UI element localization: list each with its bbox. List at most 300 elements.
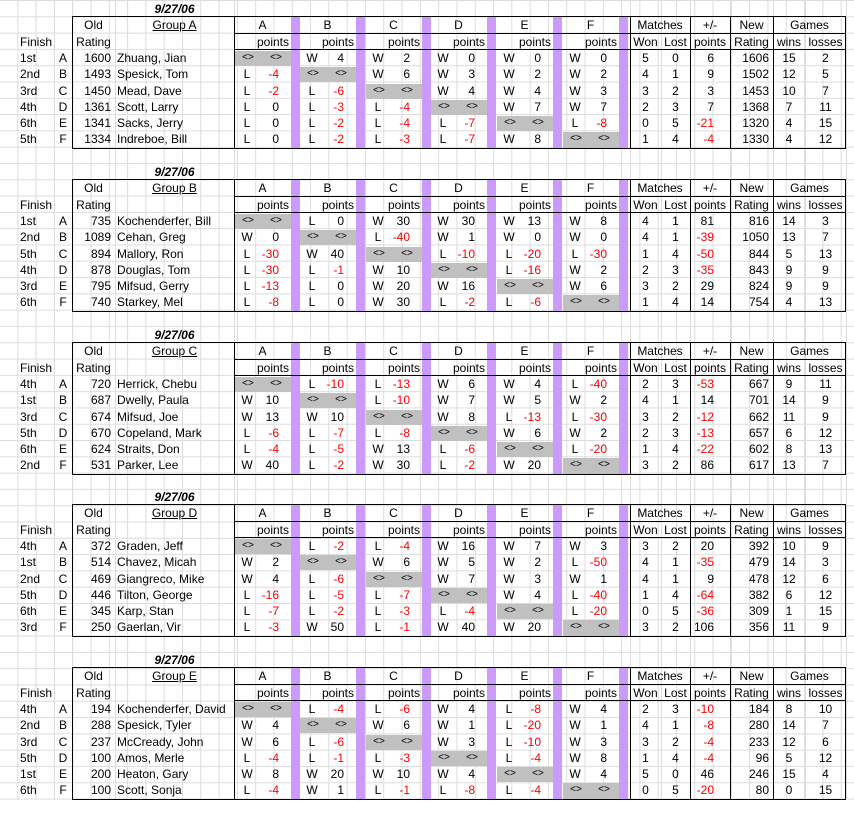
column-rule bbox=[234, 667, 235, 799]
match-result: W bbox=[503, 587, 515, 602]
new-rating: 844 bbox=[748, 246, 769, 261]
games-losses: 6 bbox=[822, 734, 829, 749]
match-result: L bbox=[374, 132, 382, 147]
match-result: W bbox=[503, 393, 515, 408]
match-result: W bbox=[503, 213, 515, 228]
points-header: points bbox=[518, 522, 551, 537]
column-separator bbox=[553, 16, 562, 147]
match-points: -30 bbox=[589, 246, 607, 261]
games-wins: 8 bbox=[785, 701, 793, 716]
match-points: -10 bbox=[457, 246, 475, 261]
match-points: -1 bbox=[333, 750, 344, 765]
games-losses: 5 bbox=[822, 67, 829, 82]
losses-header: losses bbox=[808, 197, 843, 212]
new-rating: 1606 bbox=[742, 50, 769, 65]
games-losses: 9 bbox=[822, 279, 829, 294]
match-points: 20 bbox=[527, 458, 541, 473]
match-points: 4 bbox=[468, 701, 475, 716]
match-points: 20 bbox=[396, 279, 410, 294]
rating-change: 29 bbox=[700, 279, 714, 294]
match-points: 4 bbox=[468, 83, 475, 98]
self-marker-right: <> bbox=[598, 459, 610, 471]
rating-header: Rating bbox=[76, 360, 111, 375]
match-points: 1 bbox=[468, 718, 475, 733]
match-points: -8 bbox=[464, 783, 475, 798]
match-result: W bbox=[503, 50, 515, 65]
match-points: -4 bbox=[399, 116, 410, 131]
player-letter: D bbox=[58, 99, 68, 114]
new-rating: 701 bbox=[748, 393, 769, 408]
match-points: 40 bbox=[461, 620, 475, 635]
games-losses: 15 bbox=[818, 783, 833, 798]
finish-cell: 5th bbox=[20, 750, 37, 765]
player-name: Mifsud, Joe bbox=[117, 409, 179, 424]
header-rule bbox=[234, 537, 630, 538]
group-table bbox=[0, 163, 854, 326]
header-rule bbox=[234, 359, 630, 360]
matches-won: 4 bbox=[642, 718, 649, 733]
match-result: L bbox=[308, 604, 316, 619]
match-result: L bbox=[308, 701, 316, 716]
match-result: W bbox=[437, 393, 449, 408]
old-rating-cell: 795 bbox=[90, 279, 111, 294]
finish-header: Finish bbox=[20, 34, 53, 49]
match-result: W bbox=[569, 767, 581, 782]
new-header: New bbox=[739, 669, 764, 684]
points-header: points bbox=[518, 685, 551, 700]
self-marker-right: <> bbox=[532, 768, 544, 780]
player-letter: F bbox=[59, 295, 67, 310]
points-header: points bbox=[584, 522, 617, 537]
match-result: W bbox=[241, 409, 253, 424]
finish-cell: 5th bbox=[20, 587, 37, 602]
finish-cell: 1st bbox=[20, 213, 37, 228]
points-header: points bbox=[387, 197, 420, 212]
match-points: 4 bbox=[600, 767, 607, 782]
match-result: L bbox=[308, 83, 316, 98]
match-result: W bbox=[241, 555, 253, 570]
group-table bbox=[0, 326, 854, 489]
match-result: L bbox=[374, 393, 382, 408]
self-marker-right: <> bbox=[335, 719, 347, 731]
match-result: L bbox=[505, 262, 513, 277]
points-header: points bbox=[518, 197, 551, 212]
match-result: L bbox=[505, 718, 513, 733]
points-header: points bbox=[452, 685, 485, 700]
points-header: points bbox=[321, 360, 354, 375]
matches-won: 3 bbox=[642, 409, 649, 424]
old-rating-cell: 720 bbox=[90, 376, 111, 391]
group-title: Group B bbox=[152, 181, 197, 196]
match-result: L bbox=[505, 750, 513, 765]
match-points: -8 bbox=[596, 116, 607, 131]
player-name: Douglas, Tom bbox=[117, 262, 191, 277]
finish-cell: 2nd bbox=[20, 718, 41, 733]
match-result: W bbox=[437, 701, 449, 716]
match-points: 3 bbox=[468, 67, 475, 82]
games-losses: 12 bbox=[818, 587, 833, 602]
player-name: Kochenderfer, Bill bbox=[117, 213, 212, 228]
rating-change: -13 bbox=[696, 425, 714, 440]
plusminus-points-header: points bbox=[693, 360, 727, 375]
match-result: L bbox=[505, 734, 513, 749]
games-header: Games bbox=[790, 506, 829, 521]
match-result: W bbox=[503, 538, 515, 553]
lost-header: Lost bbox=[664, 197, 687, 212]
games-wins: 7 bbox=[785, 99, 793, 114]
header-rule bbox=[630, 684, 846, 685]
games-losses: 10 bbox=[818, 701, 833, 716]
self-marker-right: <> bbox=[401, 247, 413, 259]
points-header: points bbox=[256, 197, 289, 212]
finish-cell: 1st bbox=[20, 767, 37, 782]
opponent-header: F bbox=[586, 181, 595, 196]
points-header: points bbox=[387, 685, 420, 700]
games-wins: 11 bbox=[782, 620, 796, 635]
matches-won: 4 bbox=[642, 571, 649, 586]
match-result: W bbox=[372, 50, 384, 65]
match-points: -10 bbox=[326, 376, 344, 391]
match-points: -3 bbox=[399, 750, 410, 765]
match-result: L bbox=[243, 295, 251, 310]
header-rule bbox=[234, 212, 630, 213]
self-marker-left: <> bbox=[242, 539, 254, 551]
finish-cell: 3rd bbox=[20, 279, 38, 294]
new-rating: 1368 bbox=[742, 99, 769, 114]
column-separator bbox=[619, 16, 628, 147]
match-result: W bbox=[569, 750, 581, 765]
won-header: Won bbox=[633, 360, 658, 375]
match-result: L bbox=[374, 701, 382, 716]
new-rating: 246 bbox=[748, 767, 769, 782]
match-result: W bbox=[437, 718, 449, 733]
match-result: W bbox=[503, 376, 515, 391]
player-name: Cehan, Greg bbox=[117, 230, 186, 245]
player-name: Mallory, Ron bbox=[117, 246, 184, 261]
self-marker-right: <> bbox=[466, 100, 478, 112]
new-rating-header: Rating bbox=[734, 685, 769, 700]
old-rating-cell: 1493 bbox=[84, 67, 111, 82]
player-name: Giangreco, Mike bbox=[117, 571, 205, 586]
player-letter: A bbox=[58, 376, 67, 391]
plusminus-points-header: points bbox=[693, 34, 727, 49]
column-rule bbox=[730, 342, 731, 474]
match-result: W bbox=[569, 99, 581, 114]
match-points: 16 bbox=[461, 279, 475, 294]
match-points: 2 bbox=[534, 555, 541, 570]
finish-cell: 3rd bbox=[20, 734, 38, 749]
match-result: L bbox=[243, 604, 251, 619]
match-points: 0 bbox=[337, 213, 344, 228]
column-separator bbox=[553, 504, 562, 635]
matches-header: Matches bbox=[637, 18, 683, 33]
player-letter: F bbox=[59, 458, 67, 473]
header-rule bbox=[234, 700, 630, 701]
matches-won: 3 bbox=[642, 538, 649, 553]
match-result: W bbox=[372, 295, 384, 310]
matches-won: 4 bbox=[642, 230, 649, 245]
finish-cell: 4th bbox=[20, 99, 37, 114]
column-separator bbox=[553, 179, 562, 310]
match-result: W bbox=[241, 718, 253, 733]
rating-header: Rating bbox=[76, 522, 111, 537]
match-points: -13 bbox=[392, 376, 410, 391]
match-result: W bbox=[437, 83, 449, 98]
matches-won: 3 bbox=[642, 83, 649, 98]
match-points: 30 bbox=[396, 213, 410, 228]
games-losses: 9 bbox=[822, 262, 829, 277]
matches-header: Matches bbox=[637, 506, 683, 521]
self-marker-right: <> bbox=[598, 621, 610, 633]
match-points: 0 bbox=[600, 50, 607, 65]
match-points: 0 bbox=[468, 50, 475, 65]
opponent-header: F bbox=[586, 669, 595, 684]
match-result: W bbox=[306, 246, 318, 261]
group-title: Group D bbox=[151, 506, 198, 521]
self-marker-left: <> bbox=[570, 133, 582, 145]
match-result: L bbox=[571, 409, 579, 424]
rating-header: Rating bbox=[76, 34, 111, 49]
games-losses: 9 bbox=[822, 538, 829, 553]
match-points: -5 bbox=[333, 587, 344, 602]
match-points: -40 bbox=[392, 230, 410, 245]
plusminus-header: +/- bbox=[702, 181, 718, 196]
old-rating-cell: 531 bbox=[90, 458, 111, 473]
games-wins: 0 bbox=[785, 783, 793, 798]
match-points: -3 bbox=[268, 620, 279, 635]
new-rating: 382 bbox=[748, 587, 769, 602]
self-marker-left: <> bbox=[307, 231, 319, 243]
match-points: 0 bbox=[600, 230, 607, 245]
player-name: Heaton, Gary bbox=[117, 767, 189, 782]
rating-change: -22 bbox=[696, 442, 714, 457]
match-result: L bbox=[571, 116, 579, 131]
player-name: Starkey, Mel bbox=[117, 295, 183, 310]
opponent-header: A bbox=[258, 506, 267, 521]
rating-change: -10 bbox=[696, 701, 714, 716]
match-points: -2 bbox=[464, 295, 475, 310]
opponent-header: D bbox=[454, 181, 463, 196]
player-letter: C bbox=[58, 571, 68, 586]
points-header: points bbox=[584, 360, 617, 375]
lost-header: Lost bbox=[664, 685, 687, 700]
games-losses: 7 bbox=[822, 718, 829, 733]
match-points: -4 bbox=[399, 538, 410, 553]
column-separator bbox=[356, 179, 365, 310]
match-result: W bbox=[569, 393, 581, 408]
self-marker-left: <> bbox=[438, 588, 450, 600]
match-points: -7 bbox=[464, 132, 475, 147]
matches-lost: 1 bbox=[672, 230, 679, 245]
games-header: Games bbox=[790, 18, 829, 33]
match-points: -4 bbox=[268, 783, 279, 798]
match-points: -16 bbox=[523, 262, 541, 277]
match-result: L bbox=[439, 246, 447, 261]
games-wins: 4 bbox=[785, 295, 793, 310]
player-letter: B bbox=[58, 718, 67, 733]
match-result: L bbox=[374, 604, 382, 619]
match-points: -30 bbox=[261, 262, 279, 277]
rating-header: Rating bbox=[76, 685, 111, 700]
match-result: W bbox=[306, 620, 318, 635]
match-points: 30 bbox=[396, 458, 410, 473]
rating-change: -21 bbox=[696, 116, 714, 131]
match-result: W bbox=[569, 718, 581, 733]
column-rule bbox=[234, 342, 235, 474]
matches-lost: 3 bbox=[672, 99, 679, 114]
match-points: 2 bbox=[534, 67, 541, 82]
self-marker-right: <> bbox=[335, 394, 347, 406]
match-points: 6 bbox=[600, 279, 607, 294]
column-rule bbox=[730, 667, 731, 799]
self-marker-left: <> bbox=[504, 443, 516, 455]
player-name: Gaerlan, Vir bbox=[117, 620, 181, 635]
column-separator bbox=[356, 504, 365, 635]
won-header: Won bbox=[633, 34, 658, 49]
wins-header: wins bbox=[776, 685, 801, 700]
new-header: New bbox=[739, 344, 764, 359]
match-result: L bbox=[243, 783, 251, 798]
points-header: points bbox=[452, 522, 485, 537]
games-losses: 4 bbox=[822, 767, 829, 782]
points-header: points bbox=[584, 34, 617, 49]
player-letter: C bbox=[58, 246, 68, 261]
old-rating-cell: 1089 bbox=[84, 230, 111, 245]
match-points: 0 bbox=[534, 230, 541, 245]
match-result: W bbox=[437, 50, 449, 65]
games-losses: 9 bbox=[822, 393, 829, 408]
matches-won: 3 bbox=[642, 620, 649, 635]
finish-cell: 6th bbox=[20, 604, 37, 619]
match-points: -4 bbox=[268, 750, 279, 765]
rating-change: -39 bbox=[696, 230, 714, 245]
match-result: L bbox=[571, 376, 579, 391]
self-marker-left: <> bbox=[504, 280, 516, 292]
match-result: L bbox=[505, 295, 513, 310]
self-marker-right: <> bbox=[270, 214, 282, 226]
match-points: -8 bbox=[530, 701, 541, 716]
rating-change: 46 bbox=[700, 767, 714, 782]
new-rating: 478 bbox=[748, 571, 769, 586]
finish-cell: 4th bbox=[20, 376, 37, 391]
plusminus-header: +/- bbox=[702, 344, 718, 359]
match-points: -20 bbox=[589, 604, 607, 619]
self-marker-left: <> bbox=[570, 459, 582, 471]
match-result: L bbox=[243, 750, 251, 765]
opponent-header: D bbox=[454, 344, 463, 359]
points-header: points bbox=[584, 197, 617, 212]
rating-change: 86 bbox=[700, 458, 714, 473]
new-rating: 657 bbox=[748, 425, 769, 440]
match-points: 4 bbox=[600, 701, 607, 716]
match-points: -30 bbox=[261, 246, 279, 261]
matches-lost: 2 bbox=[672, 279, 679, 294]
games-losses: 9 bbox=[822, 620, 829, 635]
points-header: points bbox=[518, 360, 551, 375]
column-rule bbox=[690, 504, 691, 636]
match-points: 6 bbox=[534, 425, 541, 440]
column-separator bbox=[487, 16, 496, 147]
rating-change: -8 bbox=[703, 718, 714, 733]
group-table bbox=[0, 488, 854, 651]
match-result: L bbox=[439, 458, 447, 473]
match-result: W bbox=[437, 734, 449, 749]
group-date: 9/27/06 bbox=[154, 490, 195, 504]
column-rule bbox=[730, 504, 731, 636]
matches-won: 0 bbox=[642, 604, 649, 619]
match-points: -6 bbox=[399, 701, 410, 716]
match-result: L bbox=[243, 116, 251, 131]
match-points: -6 bbox=[333, 734, 344, 749]
match-result: W bbox=[569, 538, 581, 553]
matches-won: 0 bbox=[642, 116, 649, 131]
finish-cell: 4th bbox=[20, 701, 37, 716]
player-name: Karp, Stan bbox=[117, 604, 174, 619]
matches-won: 0 bbox=[642, 783, 649, 798]
won-header: Won bbox=[633, 522, 658, 537]
new-rating: 280 bbox=[748, 718, 769, 733]
self-marker-left: <> bbox=[242, 51, 254, 63]
finish-cell: 3rd bbox=[20, 620, 38, 635]
match-result: W bbox=[569, 262, 581, 277]
games-wins: 8 bbox=[785, 442, 793, 457]
player-letter: B bbox=[58, 230, 67, 245]
wins-header: wins bbox=[776, 522, 801, 537]
match-points: 3 bbox=[600, 538, 607, 553]
match-points: -8 bbox=[268, 295, 279, 310]
match-points: 8 bbox=[534, 132, 541, 147]
games-wins: 14 bbox=[782, 718, 796, 733]
match-points: -2 bbox=[333, 116, 344, 131]
group-date: 9/27/06 bbox=[154, 165, 195, 179]
opponent-header: B bbox=[323, 344, 332, 359]
player-letter: C bbox=[58, 734, 68, 749]
finish-cell: 5th bbox=[20, 132, 37, 147]
header-rule bbox=[630, 33, 846, 34]
opponent-header: E bbox=[520, 669, 529, 684]
games-wins: 12 bbox=[782, 571, 796, 586]
header-rule bbox=[630, 212, 846, 213]
match-result: L bbox=[308, 425, 316, 440]
match-points: -6 bbox=[268, 425, 279, 440]
match-result: L bbox=[308, 538, 316, 553]
finish-cell: 4th bbox=[20, 262, 37, 277]
match-points: -20 bbox=[523, 246, 541, 261]
column-rule bbox=[690, 16, 691, 148]
new-rating-header: Rating bbox=[734, 34, 769, 49]
games-losses: 7 bbox=[822, 458, 829, 473]
old-rating-cell: 237 bbox=[90, 734, 111, 749]
match-points: -50 bbox=[589, 555, 607, 570]
player-letter: F bbox=[59, 620, 67, 635]
match-points: -20 bbox=[523, 718, 541, 733]
group-table bbox=[0, 0, 854, 163]
matches-lost: 1 bbox=[672, 571, 679, 586]
match-points: 7 bbox=[468, 393, 475, 408]
match-result: W bbox=[437, 213, 449, 228]
self-marker-left: <> bbox=[373, 84, 385, 96]
player-name: Kochenderfer, David bbox=[117, 701, 226, 716]
player-letter: F bbox=[59, 132, 67, 147]
points-header: points bbox=[387, 34, 420, 49]
self-marker-right: <> bbox=[466, 263, 478, 275]
match-points: -2 bbox=[268, 83, 279, 98]
match-points: -13 bbox=[523, 409, 541, 424]
match-result: L bbox=[308, 734, 316, 749]
group-date: 9/27/06 bbox=[154, 328, 195, 342]
finish-header: Finish bbox=[20, 360, 53, 375]
finish-cell: 2nd bbox=[20, 230, 41, 245]
